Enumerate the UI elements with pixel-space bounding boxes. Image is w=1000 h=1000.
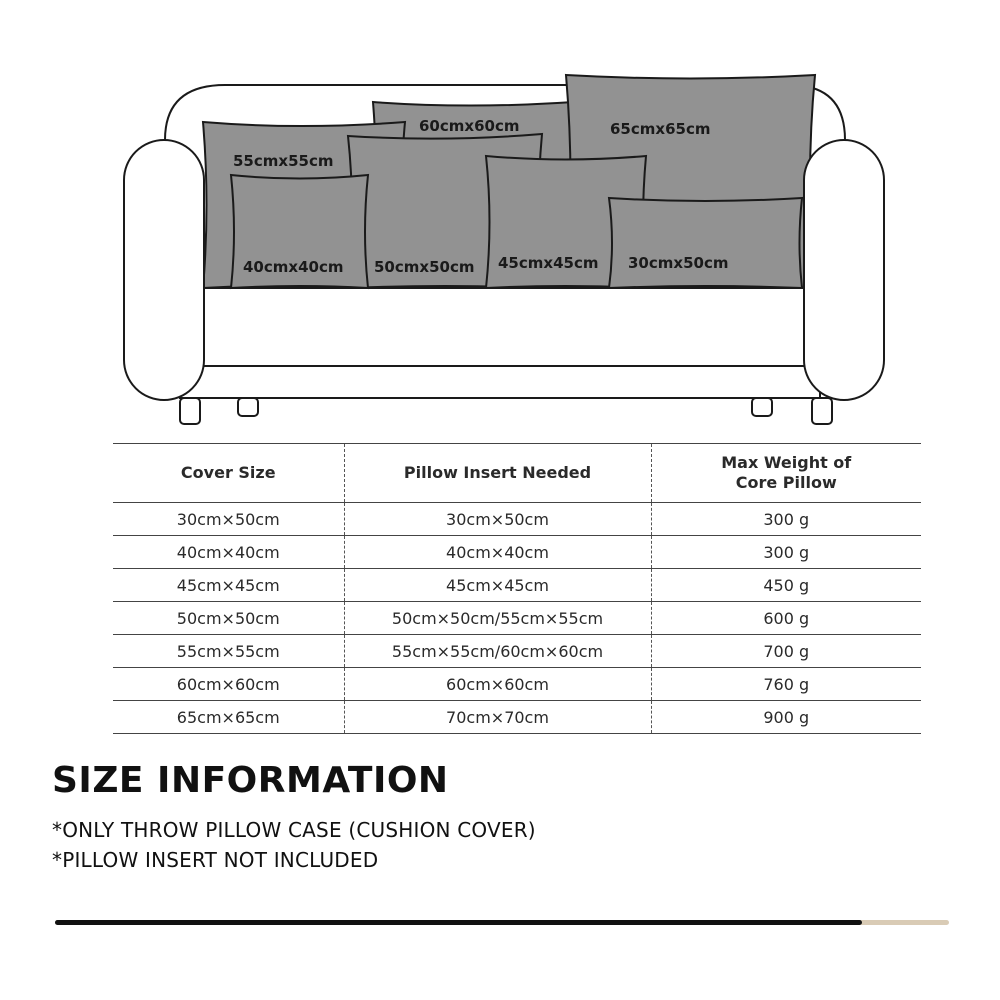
header-max-weight-label: Max Weight of Core Pillow: [721, 453, 852, 492]
table-row: [113, 536, 921, 569]
size-table: [113, 443, 921, 734]
sofa-leg: [238, 398, 258, 416]
note-insert-not-included: *PILLOW INSERT NOT INCLUDED: [52, 848, 379, 872]
progress-bar-track: [55, 920, 949, 925]
table-row: [113, 635, 921, 668]
size-information-title: SIZE INFORMATION: [52, 760, 449, 801]
progress-bar-fill: [55, 920, 862, 925]
cell-weight: 700 g: [651, 635, 921, 668]
table-row: [113, 602, 921, 635]
table-header-row: [113, 444, 921, 503]
cell-weight: 900 g: [651, 701, 921, 734]
sofa-leg: [812, 398, 832, 424]
sofa-base: [180, 366, 820, 398]
table-row: [113, 569, 921, 602]
sofa-arm-right: [804, 140, 884, 400]
cell-cover-size: 50cm×50cm: [113, 602, 344, 635]
cell-insert: 40cm×40cm: [344, 536, 651, 569]
pillow-label: 55cmx55cm: [233, 152, 334, 170]
header-pillow-insert: Pillow Insert Needed: [344, 444, 651, 503]
cell-cover-size: 60cm×60cm: [113, 668, 344, 701]
cell-weight: 300 g: [651, 503, 921, 536]
cell-cover-size: 30cm×50cm: [113, 503, 344, 536]
table-row: [113, 503, 921, 536]
pillow-label: 50cmx50cm: [374, 258, 475, 276]
cell-cover-size: 40cm×40cm: [113, 536, 344, 569]
table-row: [113, 668, 921, 701]
cell-cover-size: 65cm×65cm: [113, 701, 344, 734]
header-cover-size: Cover Size: [113, 444, 344, 503]
sofa-leg: [180, 398, 200, 424]
pillow-label: 40cmx40cm: [243, 258, 344, 276]
cell-insert: 45cm×45cm: [344, 569, 651, 602]
cell-insert: 70cm×70cm: [344, 701, 651, 734]
pillow-30x50: [609, 198, 802, 288]
header-max-weight: [651, 444, 921, 503]
cell-insert: 50cm×50cm/55cm×55cm: [344, 602, 651, 635]
pillow-label: 30cmx50cm: [628, 254, 729, 272]
sofa-seat: [180, 288, 820, 366]
pillow-label: 65cmx65cm: [610, 120, 711, 138]
cell-cover-size: 55cm×55cm: [113, 635, 344, 668]
cell-cover-size: 45cm×45cm: [113, 569, 344, 602]
cell-insert: 60cm×60cm: [344, 668, 651, 701]
sofa-arm-left: [124, 140, 204, 400]
cell-weight: 760 g: [651, 668, 921, 701]
sofa-illustration: [0, 0, 1000, 440]
note-case-only: *ONLY THROW PILLOW CASE (CUSHION COVER): [52, 818, 536, 842]
pillow-label: 60cmx60cm: [419, 117, 520, 135]
cell-weight: 300 g: [651, 536, 921, 569]
cell-weight: 450 g: [651, 569, 921, 602]
pillow-label: 45cmx45cm: [498, 254, 599, 272]
sofa-leg: [752, 398, 772, 416]
table-row: [113, 701, 921, 734]
cell-insert: 30cm×50cm: [344, 503, 651, 536]
cell-weight: 600 g: [651, 602, 921, 635]
cell-insert: 55cm×55cm/60cm×60cm: [344, 635, 651, 668]
